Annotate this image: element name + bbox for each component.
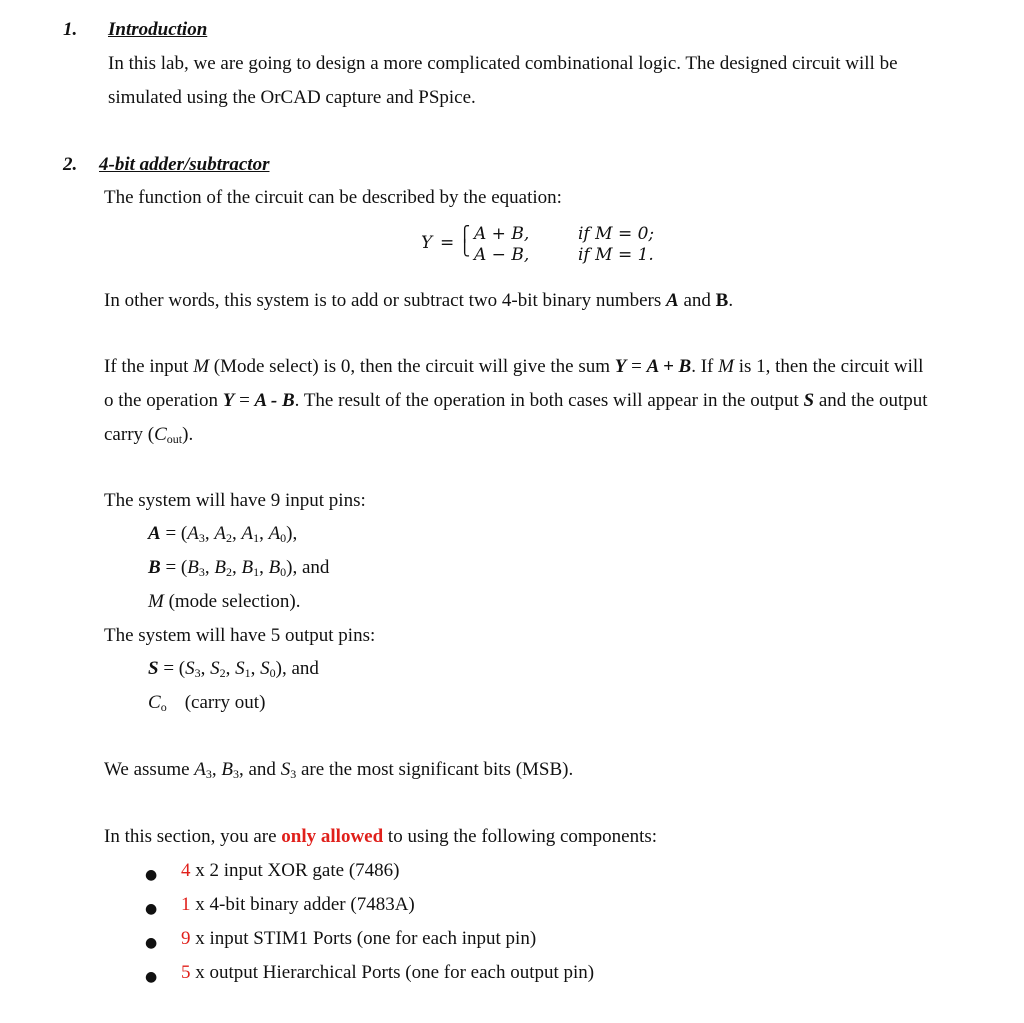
bullet-icon: ●: [145, 935, 158, 951]
bullet-icon: ●: [145, 867, 158, 883]
other-words-paragraph: In other words, this system is to add or subtract two 4-bit binary numbers A and B.: [104, 290, 734, 311]
case-2-expression: A − B,: [474, 245, 530, 265]
function-intro: The function of the circuit can be described by the equation:: [104, 187, 562, 208]
case-1-expression: A + B,: [474, 224, 530, 244]
section-1-number: 1.: [63, 19, 78, 40]
outputs-heading: The system will have 5 output pins:: [104, 625, 376, 646]
output-carry-line: $C_o$ (carry out): [148, 692, 266, 714]
mode-line-1: If the input M (Mode select) is 0, then the circuit will give the sum Y = A + B. If M is 1, then the circuit will: [104, 356, 924, 377]
section-1-title: Introduction: [108, 19, 208, 40]
list-item: ● 5 x output Hierarchical Ports (one for each output pin): [145, 962, 595, 985]
section-2-number: 2.: [63, 154, 78, 175]
input-a-line: $A = (A_3$, $A_2$, $A_1$, $A_0$),: [148, 523, 298, 545]
case-2-condition: if M = 1.: [578, 245, 654, 265]
equation-brace: ⎧ ⎩: [459, 225, 471, 257]
bullet-icon: ●: [145, 901, 158, 917]
equation-lhs: Y: [421, 233, 433, 253]
intro-line-1: In this lab, we are going to design a more complicated combinational logic. The designed circuit will be: [108, 53, 898, 74]
input-b-line: $B = (B_3$, $B_2$, $B_1$, $B_0$), and: [148, 557, 330, 579]
equation-equals: =: [440, 233, 455, 253]
list-item: ● 4 x 2 input XOR gate (7486): [145, 860, 400, 883]
section-2-title: 4-bit adder/subtractor: [99, 154, 270, 175]
msb-sentence: We assume $A_3$, $B_3$, and $S_3$ are the most significant bits (MSB).: [104, 759, 574, 781]
bullet-icon: ●: [145, 969, 158, 985]
intro-line-2: simulated using the OrCAD capture and PSpice.: [108, 87, 476, 108]
mode-line-3: carry $(C_{out})$.: [104, 424, 194, 446]
output-s-line: $S = (S_3$, $S_2$, $S_1$, $S_0$), and: [148, 658, 319, 680]
list-item: ● 9 x input STIM1 Ports (one for each input pin): [145, 928, 537, 951]
allowed-components-sentence: In this section, you are only allowed to using the following components:: [104, 826, 658, 847]
only-allowed-highlight: only allowed: [281, 826, 384, 847]
inputs-heading: The system will have 9 input pins:: [104, 490, 366, 511]
case-1-condition: if M = 0;: [578, 224, 655, 244]
input-m-line: M (mode selection).: [148, 591, 301, 612]
list-item: ● 1 x 4-bit binary adder (7483A): [145, 894, 415, 917]
mode-line-2: o the operation Y = A - B. The result of the operation in both cases will appear in the output S and the output: [104, 390, 928, 411]
